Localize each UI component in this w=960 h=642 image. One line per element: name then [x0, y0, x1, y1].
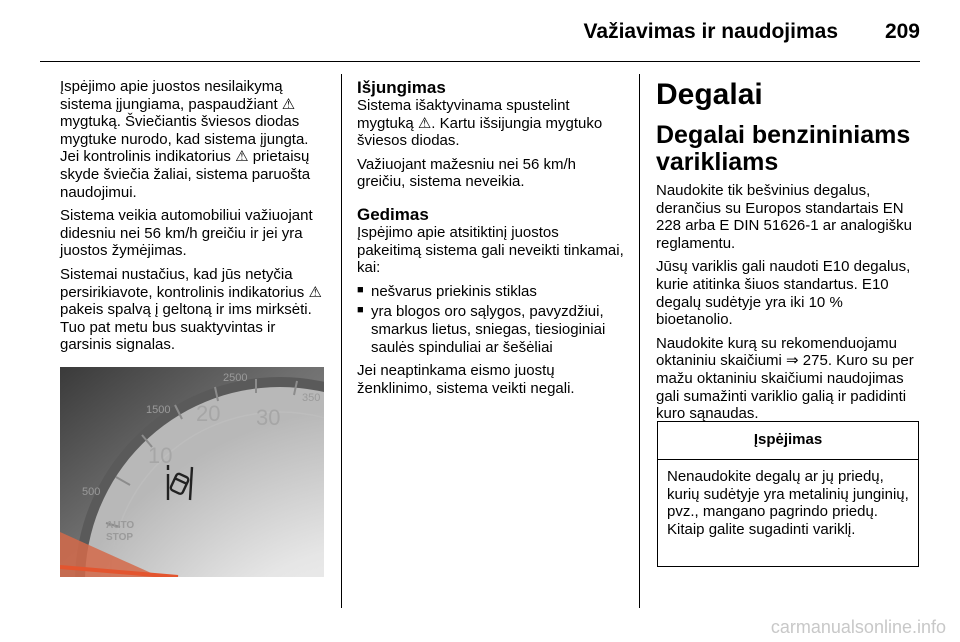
auto-stop-label: AUTO	[106, 520, 135, 531]
paragraph: Sistemai nustačius, kad jūs netyčia persirikiavote, kontrolinis indikatorius ⚠ pakeis spalvą į geltoną ir ims mirksėti. Tuo pat metu bus suaktyvintas ir garsinis signalas.	[60, 265, 322, 354]
bullet-list	[357, 283, 627, 356]
auto-stop-label: STOP	[106, 532, 134, 543]
gauge-tick: 350	[302, 392, 321, 404]
paragraph: Naudokite kurą su rekomenduojamu oktaniniu skaičiumi ⇒ 275. Kuro su per mažu oktaniniu skaičiumi naudojimas gali sumažinti variklio galią ir padidinti kuro sąnaudas.	[656, 334, 914, 423]
section-heading-off: Išjungimas	[357, 78, 446, 97]
paragraph: Įspėjimo apie atsitiktinį juostos pakeitimą sistema gali neveikti tinkamai, kai:	[357, 223, 624, 277]
paragraph: Jei neaptinkama eismo juostų ženklinimo, sistema veikti negali.	[357, 362, 575, 397]
speedometer-photo	[60, 367, 324, 577]
warning-box	[657, 421, 919, 567]
column-3	[656, 78, 921, 429]
page-header	[40, 18, 920, 62]
section-heading-fault: Gedimas	[357, 204, 429, 224]
paragraph: Sistema veikia automobiliui važiuojant didesniu nei 56 km/h greičiu ir jei yra juostos žymėjimas.	[60, 207, 313, 260]
page-number: 209	[884, 20, 920, 43]
gauge-tick: 10	[148, 443, 173, 468]
column-divider-2	[639, 74, 640, 608]
paragraph: Sistema išaktyvinama spustelint mygtuką ⚠. Kartu išsijungia mygtuko šviesos diodas.	[357, 97, 603, 150]
paragraph: Jūsų variklis gali naudoti E10 degalus, kurie atitinka šiuos standartus. E10 degalų sudėtyje yra iki 10 % bioetanolio.	[656, 258, 911, 329]
warning-text: Nenaudokite degalų ar jų priedų, kurių sudėtyje yra metalinių junginių, pvz., mangano pagrindo priedų. Kitaip galite sugadinti variklį.	[667, 468, 909, 538]
list-item: ■ nešvarus priekinis stiklas	[357, 283, 627, 301]
list-item: ■ yra blogos oro sąlygos, pavyzdžiui, smarkus lietus, sniegas, tiesioginiai saulės spinduliai ar šešėliai	[357, 303, 627, 356]
paragraph: Naudokite tik bešvinius degalus, derančius su Europos standartais EN 228 arba E DIN 51626-1 ar analogišku reglamentu.	[656, 182, 912, 252]
page-title: Važiavimas ir naudojimas	[583, 20, 838, 43]
column-divider-1	[341, 74, 342, 608]
gauge-tick: 20	[196, 401, 221, 426]
gauge-tick: 2500	[223, 372, 248, 384]
column-1	[60, 78, 328, 360]
warning-title: Įspėjimas	[658, 422, 918, 460]
paragraph: Įspėjimo apie juostos nesilaikymą sistema įjungiama, paspaudžiant ⚠ mygtuką. Šviečiantis šviesos diodas mygtuke nurodo, kad sistema įjungta. Jei kontrolinis indikatorius ⚠ prietaisų skyde šviečia žaliai, sistema paruošta naudojimui.	[60, 78, 311, 201]
gauge-tick: 30	[256, 405, 281, 430]
column-2	[357, 78, 627, 403]
gauge-tick: 1500	[146, 404, 171, 416]
paragraph: Važiuojant mažesniu nei 56 km/h greičiu, sistema neveikia.	[357, 155, 577, 191]
chapter-heading: Degalai	[656, 78, 763, 111]
gauge-tick: 500	[82, 486, 101, 498]
section-heading: Degalai benzininiams varikliams	[656, 121, 911, 176]
watermark: carmanualsonline.info	[770, 617, 946, 637]
